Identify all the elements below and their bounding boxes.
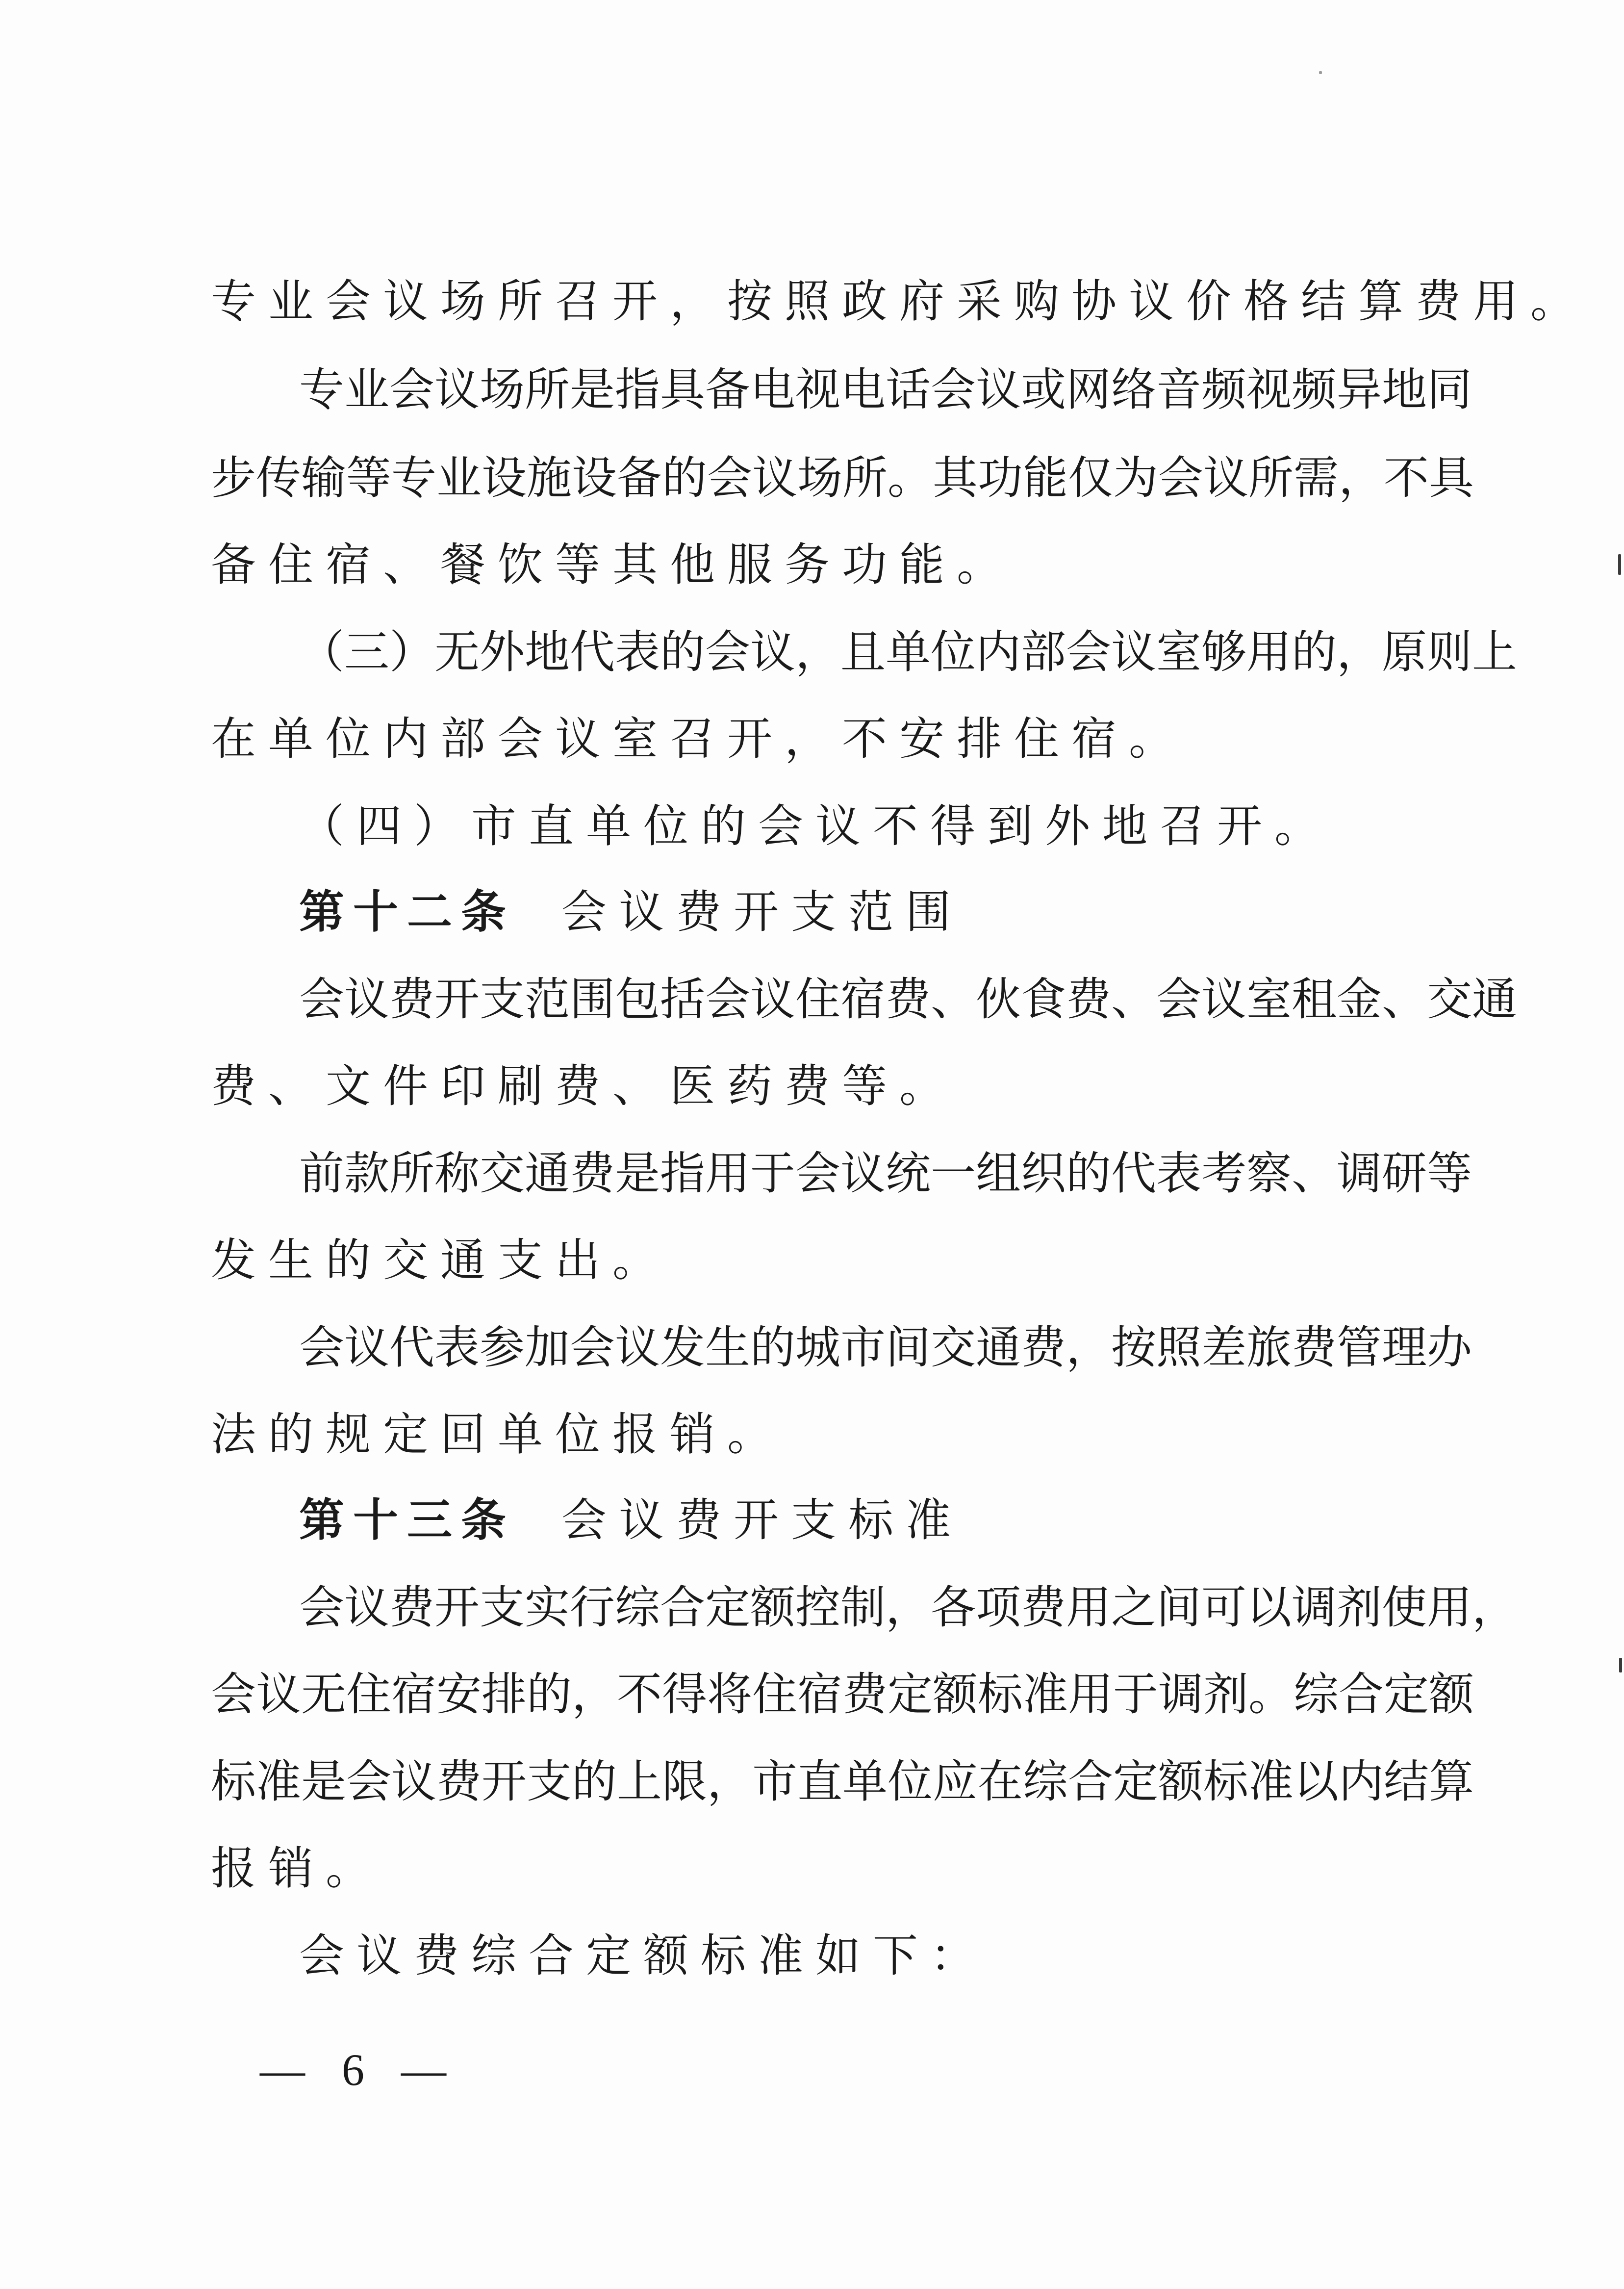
paragraph-line: 专业会议场所召开，按照政府采购协议价格结算费用。 bbox=[211, 275, 1588, 328]
paragraph-line: 报销。 bbox=[211, 1842, 383, 1895]
article-heading bbox=[299, 883, 1412, 942]
scan-artifact bbox=[1319, 71, 1322, 74]
paragraph-line: 法的规定回单位报销。 bbox=[211, 1408, 785, 1461]
paragraph-line: 会议费开支范围包括会议住宿费、伙食费、会议室租金、交通 bbox=[299, 973, 1518, 1026]
paragraph-line: 备住宿、餐饮等其他服务功能。 bbox=[211, 539, 1015, 591]
article-heading bbox=[299, 1491, 1412, 1550]
article-title: 会议费开支标准 bbox=[561, 1494, 964, 1546]
paragraph-line: 在单位内部会议室召开，不安排住宿。 bbox=[211, 713, 1187, 765]
paragraph-line: 会议代表参加会议发生的城市间交通费，按照差旅费管理办 bbox=[299, 1321, 1472, 1374]
article-title: 会议费开支范围 bbox=[561, 886, 964, 938]
paragraph-line: 费、文件印刷费、医药费等。 bbox=[211, 1060, 957, 1112]
paragraph-line: 会议费综合定额标准如下： bbox=[299, 1929, 988, 1982]
paragraph-line: 步传输等专业设施设备的会议场所。其功能仅为会议所需，不具 bbox=[211, 452, 1474, 504]
scan-artifact bbox=[1619, 1658, 1622, 1672]
article-label: 第十三条 bbox=[299, 1494, 515, 1546]
paragraph-line: 发生的交通支出。 bbox=[211, 1234, 670, 1286]
scan-artifact bbox=[1618, 554, 1621, 575]
paragraph-line: （三）无外地代表的会议，且单位内部会议室够用的，原则上 bbox=[299, 626, 1518, 678]
paragraph-line: 会议无住宿安排的，不得将住宿费定额标准用于调剂。综合定额 bbox=[211, 1668, 1474, 1721]
paragraph-line: （四）市直单位的会议不得到外地召开。 bbox=[299, 800, 1332, 852]
paragraph-line: 会议费开支实行综合定额控制，各项费用之间可以调剂使用， bbox=[299, 1581, 1518, 1634]
paragraph-line: 专业会议场所是指具备电视电话会议或网络音频视频异地同 bbox=[299, 363, 1472, 416]
paragraph-line: 标准是会议费开支的上限，市直单位应在综合定额标准以内结算 bbox=[211, 1755, 1474, 1808]
paragraph-line: 前款所称交通费是指用于会议统一组织的代表考察、调研等 bbox=[299, 1147, 1472, 1200]
page-number: — 6 — bbox=[260, 2045, 459, 2095]
article-label: 第十二条 bbox=[299, 886, 515, 938]
